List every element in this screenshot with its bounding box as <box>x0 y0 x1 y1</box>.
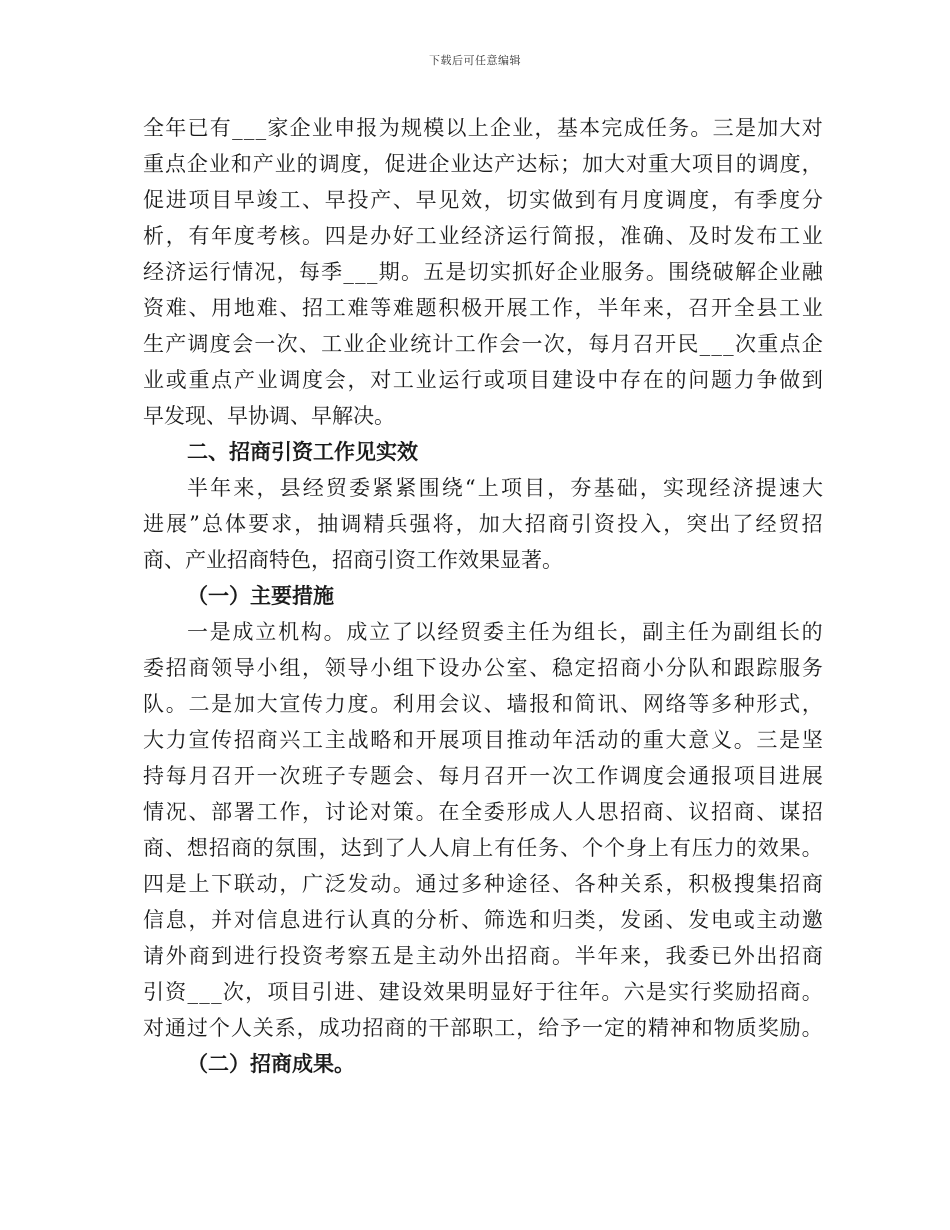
paragraph-line: 队 。 二 是 加 大 宣 传 力 度 。 利 用 会 议 、 墙 报 和 简 讯 、 网 络 等 多 种 形 式 ， <box>143 692 823 716</box>
paragraph-line: 对 通 过 个 人 关 系 ， 成 功 招 商 的 干 部 职 工 ， 给 予 一 定 的 精 神 和 物 质 奖 励 。 <box>143 1016 823 1040</box>
document-body <box>143 110 823 1082</box>
paragraph-line: 商 、 想 招 商 的 氛 围 ， 达 到 了 人 人 肩 上 有 任 务 、 个 个 身 上 有 压 力 的 效 果 。 <box>143 836 823 860</box>
paragraph-line: 进 展 ” 总 体 要 求 ， 抽 调 精 兵 强 将 ， 加 大 招 商 引 资 投 入 ， 突 出 了 经 贸 招 <box>143 512 823 536</box>
paragraph-line: 全 年 已 有 _ _ _ 家 企 业 申 报 为 规 模 以 上 企 业 ， 基 本 完 成 任 务 。 三 是 加 大 对 <box>143 116 823 140</box>
paragraph-line: 经 济 运 行 情 况 ， 每 季 _ _ _ 期 。 五 是 切 实 抓 好 企 业 服 务 。 围 绕 破 解 企 业 融 <box>143 260 823 284</box>
subsection-heading: （一）主要措施 <box>187 584 334 608</box>
paragraph-line: 大 力 宣 传 招 商 兴 工 主 战 略 和 开 展 项 目 推 动 年 活 动 的 重 大 意 义 。 三 是 坚 <box>143 728 823 752</box>
paragraph-line: 业 或 重 点 产 业 调 度 会 ， 对 工 业 运 行 或 项 目 建 设 中 存 在 的 问 题 力 争 做 到 <box>143 368 823 392</box>
section-heading: 二、招商引资工作见实效 <box>187 440 418 464</box>
paragraph-line: 引 资 _ _ _ 次 ， 项 目 引 进 、 建 设 效 果 明 显 好 于 往 年 。 六 是 实 行 奖 励 招 商 。 <box>143 980 823 1004</box>
paragraph-line: 委 招 商 领 导 小 组 ， 领 导 小 组 下 设 办 公 室 、 稳 定 招 商 小 分 队 和 跟 踪 服 务 <box>143 656 823 680</box>
page-header: 下载后可任意编辑 <box>429 54 521 67</box>
paragraph-line: 生 产 调 度 会 一 次 、 工 业 企 业 统 计 工 作 会 一 次 ， 每 月 召 开 民 _ _ _ 次 重 点 企 <box>143 332 823 356</box>
paragraph-line-end: 早发现、早协调、早解决。 <box>143 404 395 428</box>
paragraph-line: 资 难 、 用 地 难 、 招 工 难 等 难 题 积 极 开 展 工 作 ， 半 年 来 ， 召 开 全 县 工 业 <box>143 296 823 320</box>
paragraph-line: 四 是 上 下 联 动 ， 广 泛 发 动 。 通 过 多 种 途 径 、 各 种 关 系 ， 积 极 搜 集 招 商 <box>143 872 823 896</box>
paragraph-line: 信 息 ， 并 对 信 息 进 行 认 真 的 分 析 、 筛 选 和 归 类 ， 发 函 、 发 电 或 主 动 邀 <box>143 908 823 932</box>
subsection-heading: （二）招商成果。 <box>187 1052 355 1076</box>
paragraph-line: 析 ， 有 年 度 考 核 。 四 是 办 好 工 业 经 济 运 行 简 报 ， 准 确 、 及 时 发 布 工 业 <box>143 224 823 248</box>
paragraph-line: 请 外 商 到 进 行 投 资 考 察 五 是 主 动 外 出 招 商 。 半 年 来 ， 我 委 已 外 出 招 商 <box>143 944 823 968</box>
paragraph-line: 重 点 企 业 和 产 业 的 调 度 ， 促 进 企 业 达 产 达 标 ； 加 大 对 重 大 项 目 的 调 度 ， <box>143 152 823 176</box>
paragraph-line: 情 况 、 部 署 工 作 ， 讨 论 对 策 。 在 全 委 形 成 人 人 思 招 商 、 议 招 商 、 谋 招 <box>143 800 823 824</box>
paragraph-first-line: 一 是 成 立 机 构 。 成 立 了 以 经 贸 委 主 任 为 组 长 ， 副 主 任 为 副 组 长 的 <box>187 620 823 644</box>
paragraph-line-end: 商、产业招商特色，招商引资工作效果显著。 <box>143 548 563 572</box>
paragraph-line: 促 进 项 目 早 竣 工 、 早 投 产 、 早 见 效 ， 切 实 做 到 有 月 度 调 度 ， 有 季 度 分 <box>143 188 823 212</box>
paragraph-line: 持 每 月 召 开 一 次 班 子 专 题 会 、 每 月 召 开 一 次 工 作 调 度 会 通 报 项 目 进 展 <box>143 764 823 788</box>
paragraph-first-line: 半 年 来 ， 县 经 贸 委 紧 紧 围 绕 “ 上 项 目 ， 夯 基 础 ， 实 现 经 济 提 速 大 <box>187 476 823 500</box>
